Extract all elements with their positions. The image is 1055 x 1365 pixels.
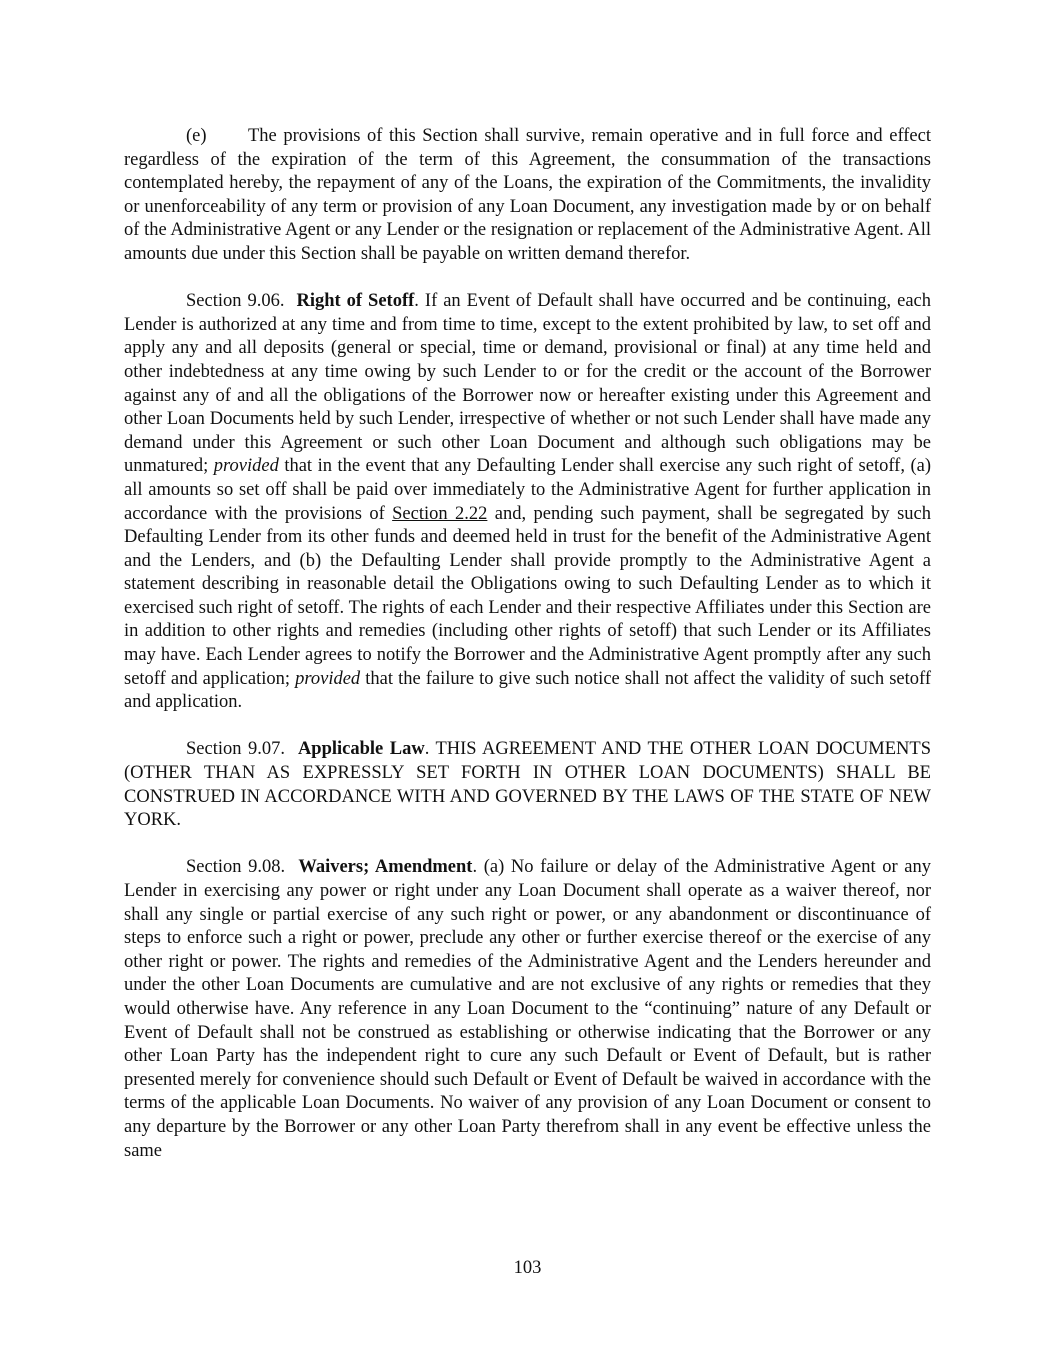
paragraph-e bbox=[124, 125, 931, 267]
section-text: . THIS AGREEMENT AND THE OTHER LOAN DOCUMENTS (OTHER THAN AS EXPRESSLY SET FORTH IN OTHER LOAN DOCUMENTS) SHALL BE CONSTRUED IN ACCORDANCE WITH AND GOVERNED BY THE LAWS OF THE STATE OF NEW YORK. bbox=[124, 739, 931, 831]
provided-italic: provided bbox=[213, 456, 279, 477]
document-page bbox=[124, 125, 931, 1163]
paragraph-label: (e) bbox=[186, 126, 207, 146]
page-number: 103 bbox=[513, 1258, 542, 1278]
section-text-part-1: . If an Event of Default shall have occurred and be continuing, each Lender is authorized at any time and from time to time, except to the extent prohibited by law, to set off and apply any and all deposits (general or special, time or demand, provisional or final) at any time held and other indebtedness at any time owing by such Lender to or for the credit or the account of the Borrower against any of and all the obligations of the Borrower now or hereafter existing under this Agreement and other Loan Documents held by such Lender, irrespective of whether or not such Lender shall have made any demand under this Agreement or such other Loan Document and although such obligations may be unmatured; bbox=[124, 291, 931, 477]
paragraph-e-text: The provisions of this Section shall survive, remain operative and in full force and effect regardless of the expiration of the term of this Agreement, the consummation of the transactions contemplated hereby, the repayment of any of the Loans, the expiration of the Commitments, the invalidity or unenforceability of any term or provision of any Loan Document, any investigation made by or on behalf of the Administrative Agent or any Lender or the resignation or replacement of the Administrative Agent. All amounts due under this Section shall be payable on written demand therefor. bbox=[124, 126, 931, 264]
section-heading: Right of Setoff bbox=[296, 291, 415, 312]
provided-italic: provided bbox=[295, 668, 361, 689]
section-9-07 bbox=[124, 738, 931, 832]
section-9-06 bbox=[124, 290, 931, 715]
section-heading: Applicable Law bbox=[297, 739, 425, 760]
section-text-part-4: that the failure to give such notice shall not affect the validity of such setoff and application. bbox=[124, 668, 931, 713]
section-2-22-reference: Section 2.22 bbox=[392, 503, 488, 524]
section-9-08 bbox=[124, 856, 931, 1163]
section-heading: Waivers; Amendment bbox=[298, 857, 473, 878]
section-number: Section 9.07. bbox=[186, 739, 285, 760]
section-number: Section 9.08. bbox=[186, 857, 286, 878]
section-text: . (a) No failure or delay of the Administrative Agent or any Lender in exercising any power or right under any Loan Document shall operate as a waiver thereof, nor shall any single or partial exercise of any such right or power, or any abandonment or discontinuance of steps to enforce such a right or power, preclude any other or further exercise thereof or the exercise of any other right or power. The rights and remedies of the Administrative Agent and the Lenders hereunder and under the other Loan Documents are cumulative and are not exclusive of any rights or remedies that they would otherwise have. Any reference in any Loan Document to the “continuing” nature of any Default or Event of Default shall not be construed as establishing or otherwise indicating that the Borrower or any other Loan Party has the independent right to cure any such Default or Event of Default, but is rather presented merely for convenience should such Default or Event of Default be waived in accordance with the terms of the applicable Loan Documents. No waiver of any provision of any Loan Document or consent to any departure by the Borrower or any other Loan Party therefrom shall in any event be effective unless the same bbox=[124, 857, 931, 1161]
section-text-part-2: that in the event that any Defaulting Lender shall exercise any such right of setoff, (a) all amounts so set off shall be paid over immediately to the Administrative Agent for further application in accordance with the provisions of bbox=[124, 456, 931, 524]
section-number: Section 9.06. bbox=[186, 291, 285, 312]
section-text-part-3: and, pending such payment, shall be segregated by such Defaulting Lender from its other funds and deemed held in trust for the benefit of the Administrative Agent and the Lenders, and (b) the Defaulting Lender shall provide promptly to the Administrative Agent a statement describing in reasonable detail the Obligations owing to such Defaulting Lender as to which it exercised such right of setoff. The rights of each Lender and their respective Affiliates under this Section are in addition to other rights and remedies (including other rights of setoff) that such Lender or its Affiliates may have. Each Lender agrees to notify the Borrower and the Administrative Agent promptly after any such setoff and application; bbox=[124, 503, 931, 689]
